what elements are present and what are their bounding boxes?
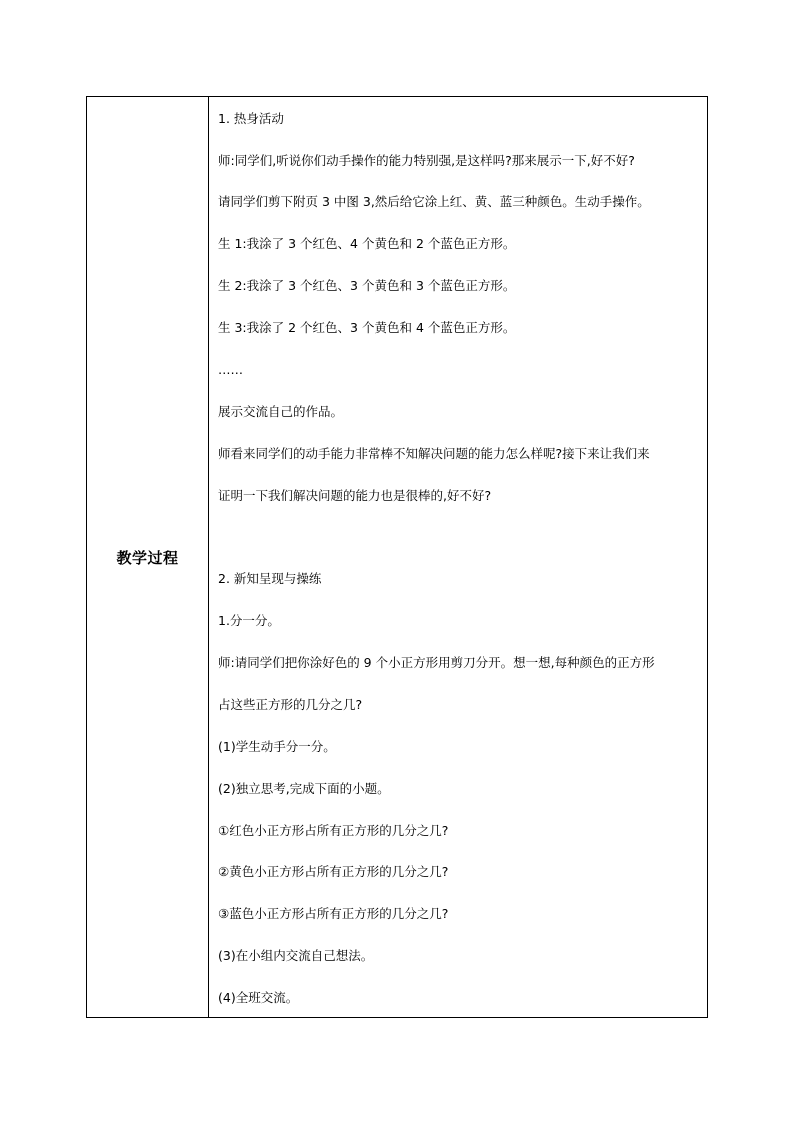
paragraph-line: ②黄色小正方形占所有正方形的几分之几?: [218, 864, 449, 879]
paragraph-line: (4)全班交流。: [218, 990, 299, 1005]
paragraph-line: 请同学们剪下附页 3 中图 3,然后给它涂上红、黄、蓝三种颜色。生动手操作。: [218, 194, 650, 209]
paragraph-line: ③蓝色小正方形占所有正方形的几分之几?: [218, 906, 449, 921]
paragraph-line: ①红色小正方形占所有正方形的几分之几?: [218, 823, 449, 838]
lesson-plan-table: [86, 96, 708, 1018]
paragraph-line: (2)独立思考,完成下面的小题。: [218, 781, 390, 796]
paragraph-line: 生 3:我涂了 2 个红色、3 个黄色和 4 个蓝色正方形。: [218, 320, 516, 335]
paragraph-line: 1.分一分。: [218, 613, 280, 628]
table-row: [87, 97, 708, 1018]
section-label-cell: [87, 97, 209, 1018]
ellipsis-line: ……: [218, 362, 243, 377]
paragraph-line: 师看来同学们的动手能力非常棒不知解决问题的能力怎么样呢?接下来让我们来: [218, 446, 650, 461]
section-content-cell: [209, 97, 708, 1018]
paragraph-line: 师:请同学们把你涂好色的 9 个小正方形用剪刀分开。想一想,每种颜色的正方形: [218, 655, 655, 670]
section-label: 教学过程: [116, 548, 179, 567]
paragraph-line: 师:同学们,听说你们动手操作的能力特别强,是这样吗?那来展示一下,好不好?: [218, 153, 635, 168]
heading-warmup: 1. 热身活动: [218, 111, 284, 126]
paragraph-line: 生 2:我涂了 3 个红色、3 个黄色和 3 个蓝色正方形。: [218, 278, 516, 293]
paragraph-line: 占这些正方形的几分之几?: [218, 697, 363, 712]
paragraph-line: (3)在小组内交流自己想法。: [218, 948, 374, 963]
paragraph-line: 生 1:我涂了 3 个红色、4 个黄色和 2 个蓝色正方形。: [218, 236, 516, 251]
paragraph-line: 展示交流自己的作品。: [218, 404, 344, 419]
heading-new-knowledge: 2. 新知呈现与操练: [218, 571, 322, 586]
paragraph-line: (1)学生动手分一分。: [218, 739, 336, 754]
paragraph-line: 证明一下我们解决问题的能力也是很棒的,好不好?: [218, 488, 492, 503]
